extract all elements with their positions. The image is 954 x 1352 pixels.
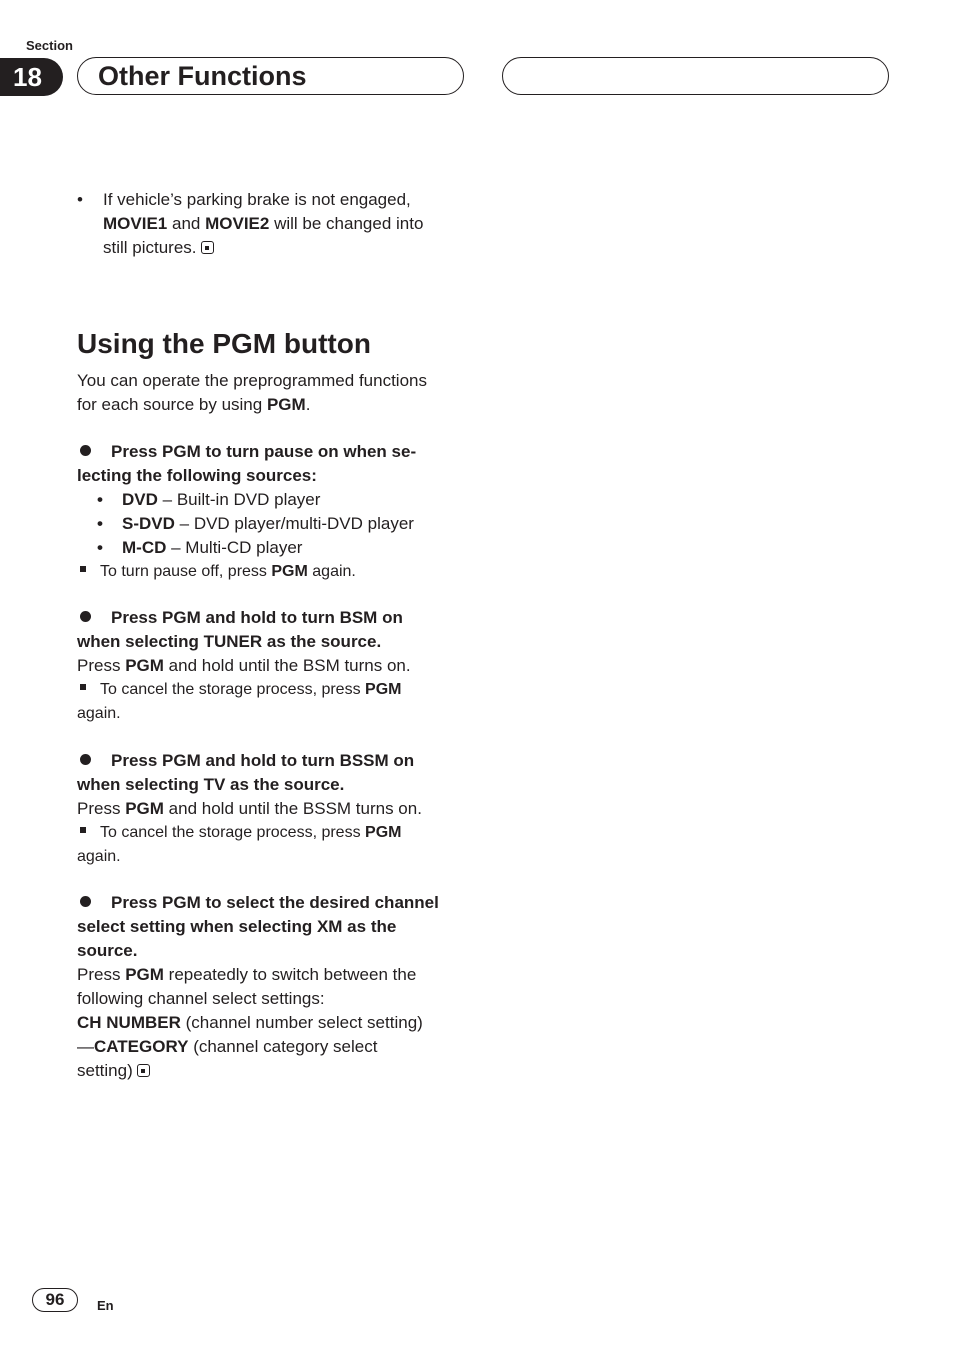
note: To cancel the storage process, press PGM bbox=[77, 821, 472, 845]
note-square-icon bbox=[80, 566, 86, 572]
source-list bbox=[77, 488, 472, 560]
note-square-icon bbox=[80, 827, 86, 833]
list-item: • M-CD – Multi-CD player bbox=[97, 538, 303, 557]
section-title-box bbox=[77, 57, 464, 95]
note: To cancel the storage process, press PGM bbox=[77, 678, 472, 702]
intro-paragraph: You can operate the preprogrammed functions for each source by using PGM. bbox=[77, 371, 427, 414]
header-empty-box bbox=[502, 57, 889, 95]
section-number-badge: 18 bbox=[0, 58, 63, 96]
list-item: • DVD – Built-in DVD player bbox=[97, 490, 321, 509]
page-number: 96 bbox=[32, 1288, 78, 1312]
step-bsm: Press PGM and hold to turn BSM on when selecting TUNER as the source. Press PGM and hold until the BSM turns on. To cancel the storage process, press PGM again. bbox=[77, 606, 472, 726]
step-bullet-icon bbox=[80, 611, 91, 622]
section-title: Other Functions bbox=[98, 60, 307, 91]
note: To turn pause off, press PGM again. bbox=[77, 560, 472, 584]
step-bullet-icon bbox=[80, 896, 91, 907]
bullet-icon: • bbox=[77, 190, 83, 209]
list-item: • S-DVD – DVD player/multi-DVD player bbox=[97, 514, 414, 533]
step-bssm: Press PGM and hold to turn BSSM on when selecting TV as the source. Press PGM and hold until the BSSM turns on. To cancel the storage process, press PGM again. bbox=[77, 749, 472, 869]
step-xm: Press PGM to select the desired channel select setting when selecting XM as the source. Press PGM repeatedly to switch between the following channel select settings: CH NUMBER (channel number select setting) —CATEGORY (channel category select setting) bbox=[77, 893, 439, 1080]
language-label: En bbox=[97, 1298, 114, 1313]
step-bullet-icon bbox=[80, 754, 91, 765]
intro-note: • If vehicle’s parking brake is not engaged, MOVIE1 and MOVIE2 will be changed into still pictures. bbox=[77, 190, 424, 257]
end-mark-icon bbox=[201, 241, 214, 254]
section-label: Section bbox=[26, 38, 73, 53]
step-pause: Press PGM to turn pause on when se- lecting the following sources: • DVD – Built-in DVD player • S-DVD – DVD player/multi-DVD player • M-CD – Multi-CD player To turn pause off, press PGM again. bbox=[77, 440, 472, 584]
end-mark-icon bbox=[137, 1064, 150, 1077]
step-bullet-icon bbox=[80, 445, 91, 456]
page-heading: Using the PGM button bbox=[77, 328, 371, 359]
note-square-icon bbox=[80, 684, 86, 690]
